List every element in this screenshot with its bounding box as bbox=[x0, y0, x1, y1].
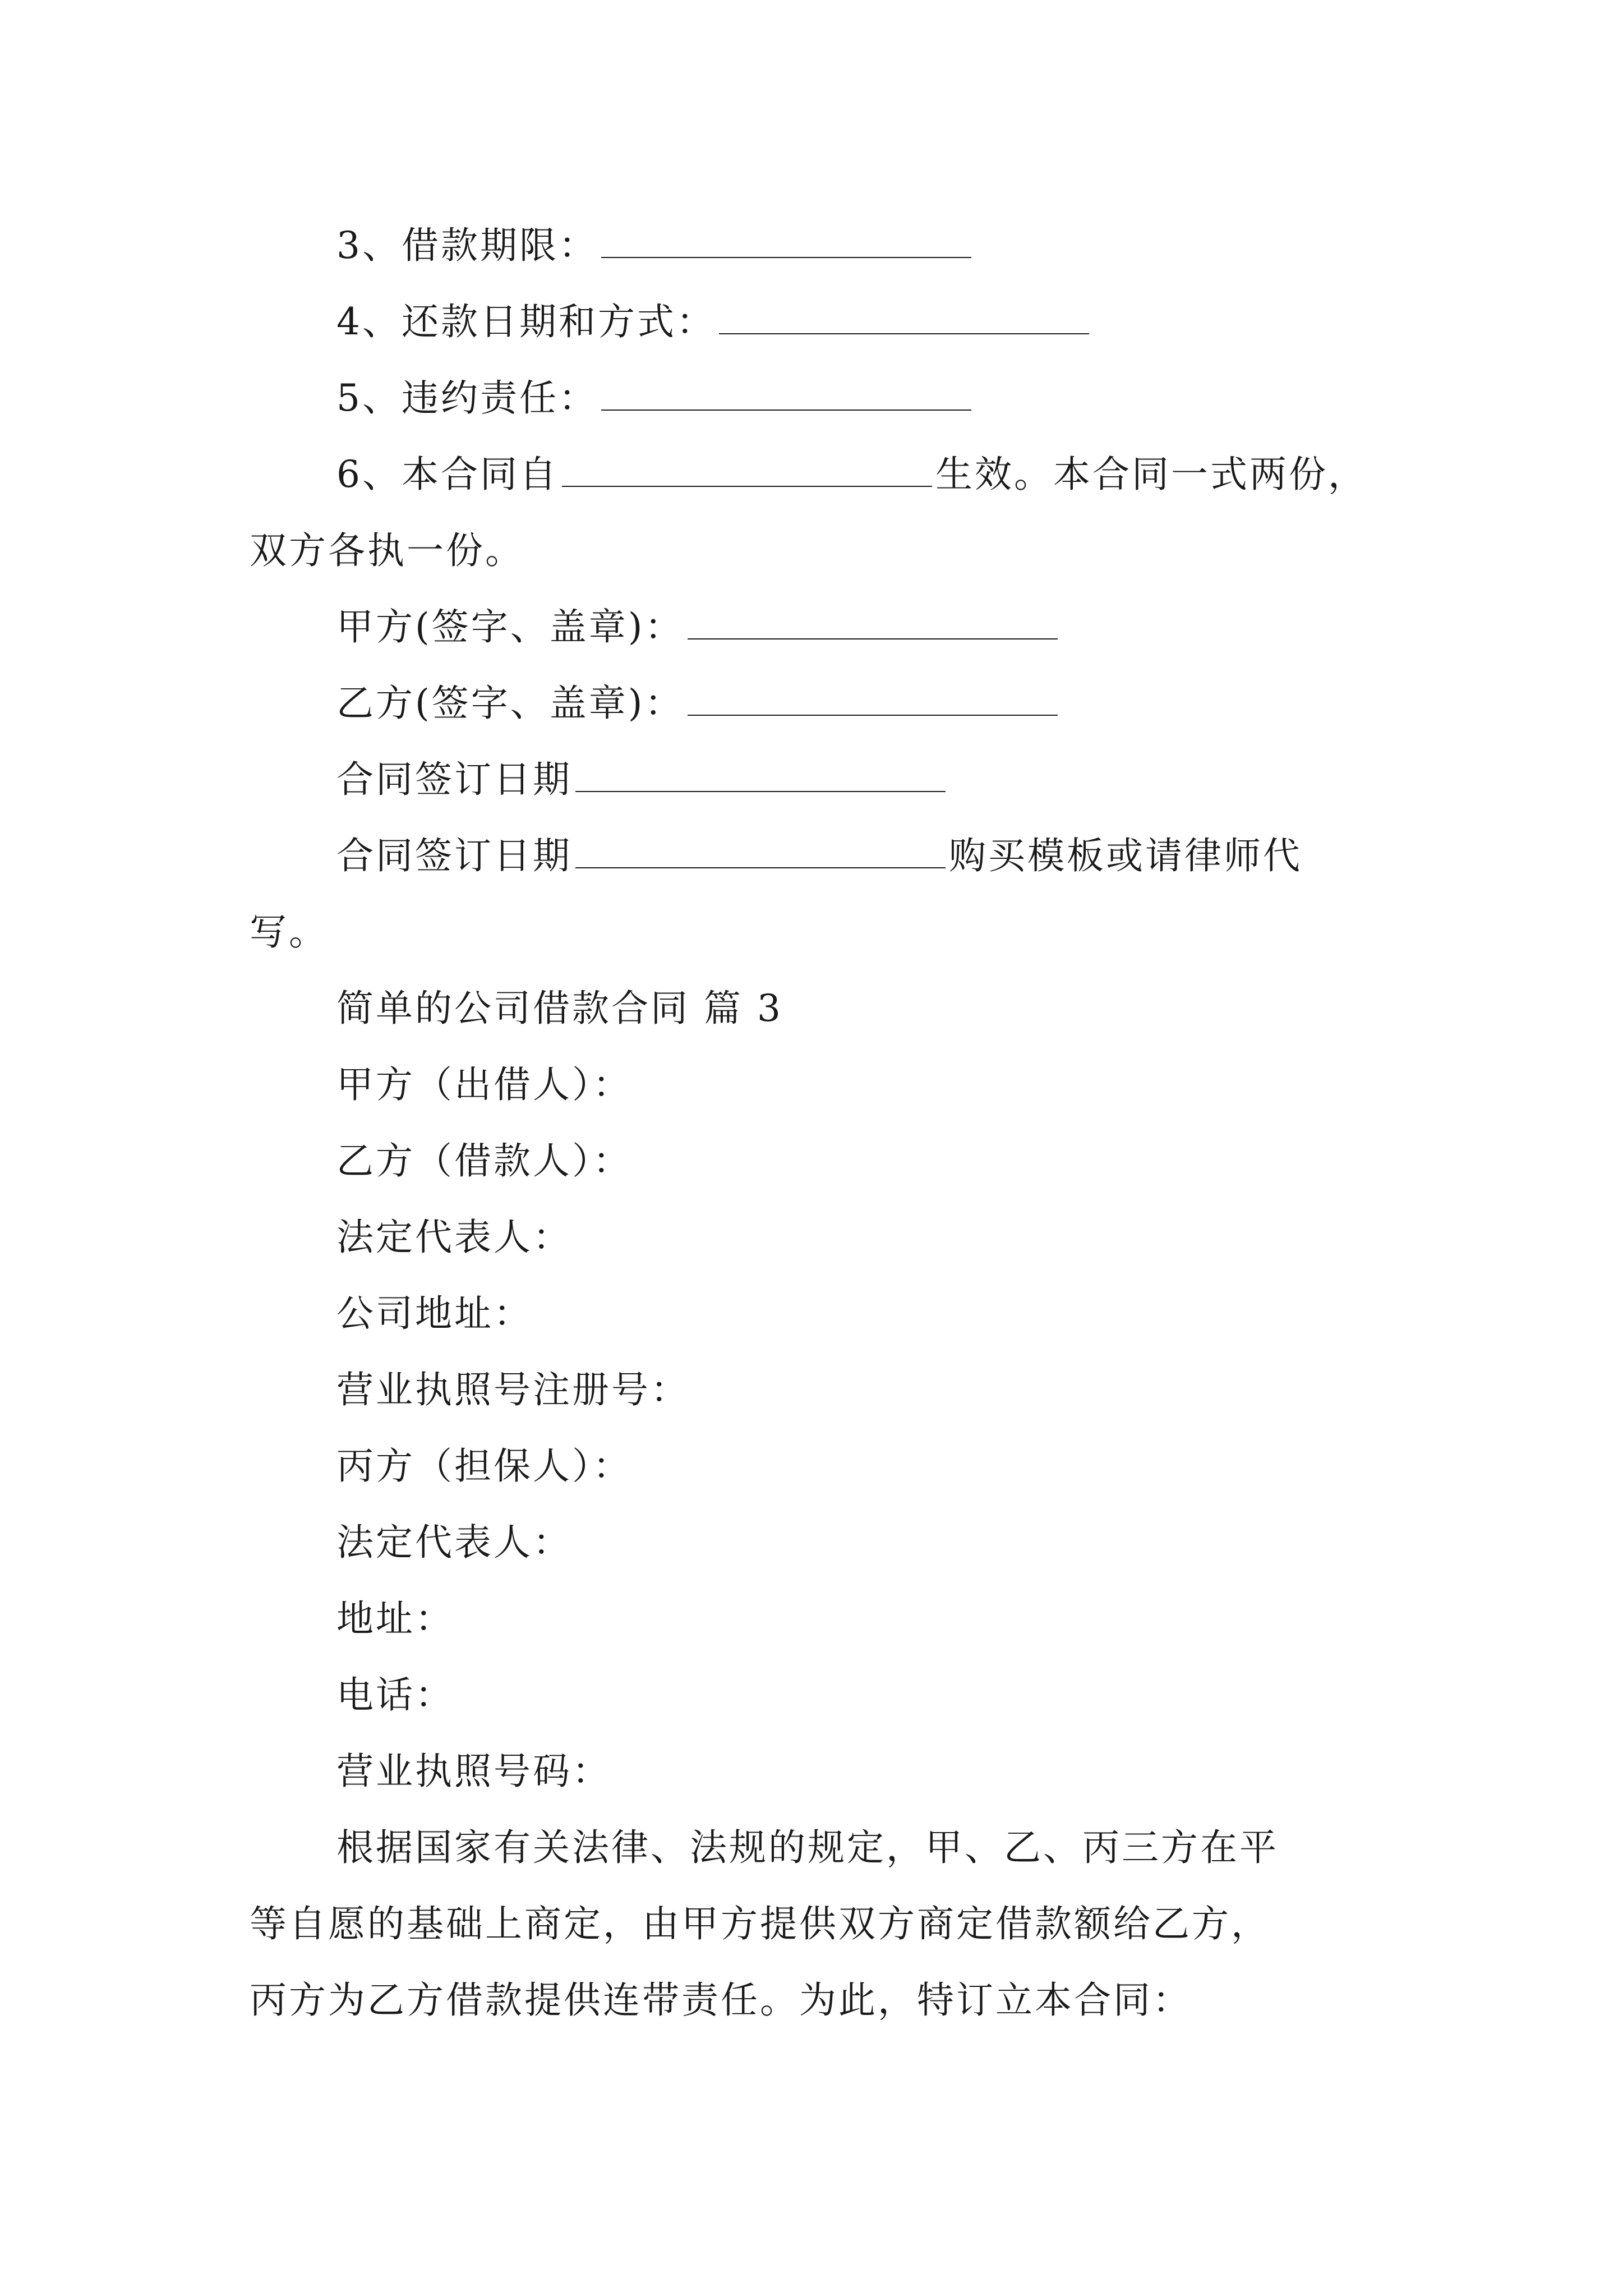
sign-date-second-note-end: 写。 bbox=[250, 910, 328, 954]
clause-loan-term-label: 3、借款期限： bbox=[336, 224, 598, 267]
party-b-signature bbox=[336, 681, 1061, 726]
field-borrower-label: 乙方（借款人）： bbox=[336, 1139, 632, 1182]
clause-liability-label: 5、违约责任： bbox=[336, 376, 598, 420]
sign-date-second-continued bbox=[250, 910, 328, 955]
field-borrower bbox=[336, 1139, 632, 1184]
field-license-registration bbox=[336, 1368, 690, 1412]
party-b-signature-label: 乙方(签字、盖章)： bbox=[336, 682, 684, 725]
sign-date-first bbox=[336, 757, 949, 802]
clause-repayment-label: 4、还款日期和方式： bbox=[336, 300, 716, 343]
party-a-signature-label: 甲方(签字、盖章)： bbox=[336, 605, 684, 648]
clause-effective-text-b: 生效。本合同一式两份， bbox=[935, 453, 1367, 496]
clause-repayment bbox=[336, 300, 1092, 344]
body-paragraph-text-2: 等自愿的基础上商定，由甲方提供双方商定借款额给乙方， bbox=[250, 1902, 1270, 1945]
field-lender bbox=[336, 1062, 632, 1107]
sign-date-second bbox=[336, 834, 1302, 878]
clause-loan-term bbox=[336, 223, 975, 268]
field-legal-rep-borrower bbox=[336, 1215, 572, 1260]
sign-date-second-blank bbox=[575, 834, 946, 868]
sign-date-second-note: 购买模板或请律师代 bbox=[949, 834, 1302, 877]
body-paragraph-line-2 bbox=[250, 1902, 1270, 1947]
body-paragraph-text-1: 根据国家有关法律、法规的规定，甲、乙、丙三方在平 bbox=[336, 1826, 1279, 1869]
loan-term-blank bbox=[601, 223, 971, 258]
liability-blank bbox=[601, 376, 971, 411]
clause-effective bbox=[336, 452, 1367, 497]
field-license-registration-label: 营业执照号注册号： bbox=[336, 1368, 690, 1411]
field-legal-rep-borrower-label: 法定代表人： bbox=[336, 1216, 572, 1259]
effective-date-blank bbox=[562, 452, 932, 487]
field-phone bbox=[336, 1673, 454, 1718]
field-phone-label: 电话： bbox=[336, 1673, 454, 1717]
field-company-address-label: 公司地址： bbox=[336, 1292, 533, 1335]
clause-effective-text-c: 双方各执一份。 bbox=[250, 529, 524, 572]
clause-effective-text-a: 6、本合同自 bbox=[336, 453, 559, 496]
party-a-signature bbox=[336, 605, 1061, 650]
sign-date-first-label: 合同签订日期 bbox=[336, 758, 572, 801]
body-paragraph-text-3: 丙方为乙方借款提供连带责任。为此，特订立本合同： bbox=[250, 1978, 1192, 2022]
body-paragraph-line-1 bbox=[336, 1825, 1279, 1870]
field-guarantor bbox=[336, 1444, 632, 1489]
party-b-signature-blank bbox=[688, 681, 1058, 716]
repayment-blank bbox=[719, 300, 1089, 334]
field-lender-label: 甲方（出借人）： bbox=[336, 1063, 632, 1106]
field-license-number-label: 营业执照号码： bbox=[336, 1750, 611, 1793]
field-legal-rep-guarantor-label: 法定代表人： bbox=[336, 1521, 572, 1564]
field-address bbox=[336, 1596, 454, 1641]
clause-liability bbox=[336, 376, 975, 421]
body-paragraph-line-3 bbox=[250, 1978, 1192, 2023]
field-license-number bbox=[336, 1749, 611, 1794]
sign-date-first-blank bbox=[575, 757, 946, 792]
party-a-signature-blank bbox=[688, 605, 1058, 639]
field-guarantor-label: 丙方（担保人）： bbox=[336, 1444, 632, 1488]
field-company-address bbox=[336, 1291, 533, 1336]
field-address-label: 地址： bbox=[336, 1597, 454, 1640]
field-legal-rep-guarantor bbox=[336, 1520, 572, 1565]
section-title-text: 简单的公司借款合同 篇 3 bbox=[336, 987, 783, 1030]
clause-effective-continued bbox=[250, 528, 524, 573]
sign-date-second-label: 合同签订日期 bbox=[336, 834, 572, 877]
section-title bbox=[336, 986, 783, 1031]
